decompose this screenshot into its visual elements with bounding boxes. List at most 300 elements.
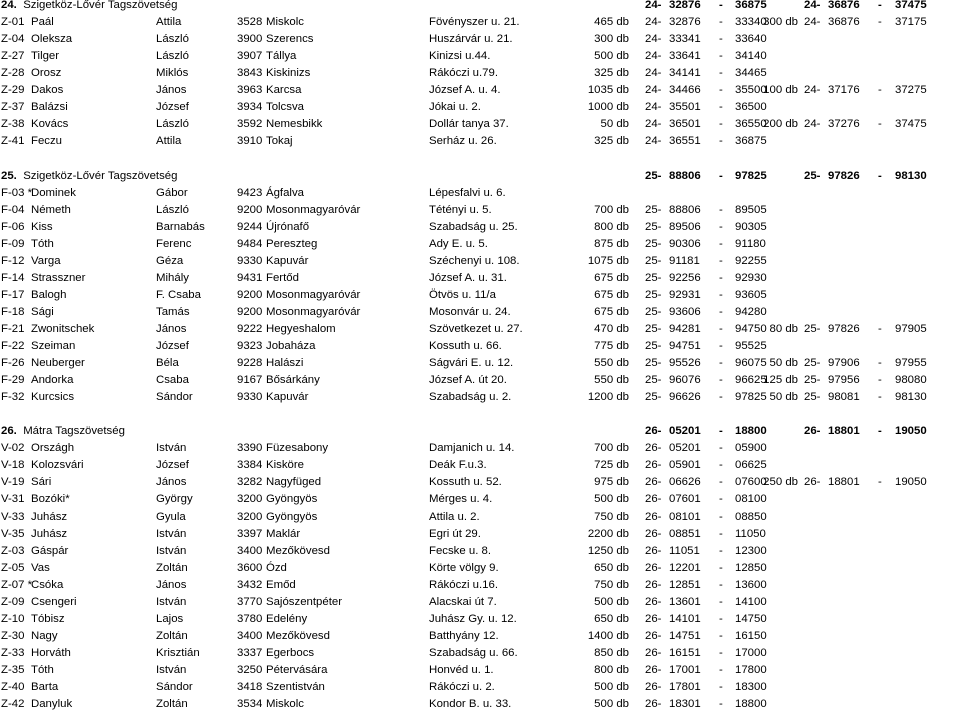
table-row [0,133,960,150]
first-name: László [156,33,189,46]
range1-dash: - [719,288,723,301]
quantity-2: 50 db [769,391,798,404]
range1-end: 18800 [735,698,767,711]
city: Füzesabony [266,442,329,455]
address: Szabadság u. 25. [429,220,518,233]
postal-code: 3900 [237,33,263,46]
quantity-1: 500 db [594,698,629,711]
range2-dash: - [878,0,882,11]
range2-prefix: 26- [804,425,821,438]
range2-end: 97905 [895,322,927,335]
last-name: Bozóki* [31,493,70,506]
range2-dash: - [878,476,882,489]
range1-start: 08851 [669,527,701,540]
quantity-2: 50 db [769,357,798,370]
range1-start: 96076 [669,374,701,387]
city: Kapuvár [266,391,309,404]
postal-code: 9200 [237,288,263,301]
table-row [0,219,960,236]
city: Egerbocs [266,646,315,659]
first-name: István [156,442,187,455]
last-name: Balázsi [31,101,68,114]
quantity-1: 700 db [594,203,629,216]
range1-dash: - [719,67,723,80]
city: Miskolc [266,16,304,29]
quantity-2: 300 db [763,16,798,29]
address: Rákóczi u. 2. [429,681,495,693]
postal-code: 3282 [237,476,263,489]
postal-code: 9330 [237,391,263,404]
range2-start: 36876 [828,0,860,11]
range2-end: 37275 [895,84,927,97]
range1-dash: - [719,33,723,46]
range1-start: 88806 [669,203,701,216]
first-name: Gábor [156,186,188,199]
table-row [0,491,960,508]
range1-start: 08101 [669,510,701,523]
range1-prefix: 25- [645,237,662,250]
postal-code: 3780 [237,612,263,625]
member-code: F-12 [1,254,25,267]
quantity-1: 725 db [594,459,629,472]
range1-end: 94280 [735,305,767,318]
range1-end: 13600 [735,578,767,591]
city: Fertőd [266,271,299,284]
quantity-1: 550 db [594,357,629,370]
range1-start: 14101 [669,612,701,625]
last-name: Barta [31,681,59,693]
member-code: Z-40 [1,681,25,693]
range1-dash: - [719,663,723,676]
quantity-1: 675 db [594,305,629,318]
address: Mosonvár u. 24. [429,305,511,318]
range1-dash: - [719,237,723,250]
last-name: Szeiman [31,340,76,352]
range1-prefix: 24- [645,67,662,80]
quantity-1: 500 db [594,681,629,693]
postal-code: 3337 [237,646,263,659]
quantity-1: 700 db [594,442,629,455]
range1-start: 05901 [669,459,701,472]
range2-start: 97956 [828,374,860,387]
member-code: V-35 [1,527,25,540]
quantity-1: 1200 db [587,391,629,404]
member-code: F-06 [1,220,25,233]
range1-dash: - [719,510,723,523]
range1-dash: - [719,135,723,148]
range1-prefix: 26- [645,629,662,642]
first-name: Attila [156,135,182,148]
address: Szabadság u. 2. [429,391,512,404]
range2-dash: - [878,391,882,404]
range1-start: 12201 [669,561,701,574]
address: Kinizsi u.44. [429,50,491,63]
last-name: Oleksza [31,33,73,46]
member-code: V-31 [1,493,25,506]
range1-prefix: 26- [645,698,662,711]
table-row [0,321,960,338]
last-name: Juhász [31,510,68,523]
range2-prefix: 25- [804,322,821,335]
first-name: Attila [156,16,182,29]
address: Ötvös u. 11/a [429,288,496,301]
first-name: Sándor [156,681,193,693]
address: Serház u. 26. [429,135,497,148]
section-name: Szigetköz-Lővér Tagszövetség [23,0,178,11]
range1-dash: - [719,612,723,625]
postal-code: 3770 [237,595,263,608]
last-name: Strasszner [31,271,86,284]
range1-start: 13601 [669,595,701,608]
postal-code: 3592 [237,118,263,131]
range1-dash: - [719,357,723,370]
range1-dash: - [719,442,723,455]
address: Szabadság u. 66. [429,646,518,659]
range1-start: 06626 [669,476,701,489]
range1-end: 08850 [735,510,767,523]
range1-start: 94281 [669,322,701,335]
range1-dash: - [719,84,723,97]
member-code: Z-35 [1,663,25,676]
member-code: F-18 [1,305,25,318]
section-title [1,168,177,185]
city: Gyöngyös [266,493,318,506]
first-name: Géza [156,254,184,267]
last-name: Országh [31,442,75,455]
quantity-1: 550 db [594,374,629,387]
last-name: Dominek [31,186,76,199]
first-name: Mihály [156,271,189,284]
member-code: Z-04 [1,33,25,46]
range1-end: 92255 [735,254,767,267]
last-name: Kolozsvári [31,459,84,472]
member-code: Z-07 * [1,578,33,591]
city: Ózd [266,561,287,574]
range1-end: 94750 [735,322,767,335]
last-name: Varga [31,254,61,267]
range1-end: 18300 [735,681,767,693]
range1-prefix: 26- [645,459,662,472]
table-row [0,594,960,611]
member-code: Z-33 [1,646,25,659]
range1-start: 18301 [669,698,701,711]
range1-dash: - [719,698,723,711]
table-row [0,526,960,543]
range1-start: 90306 [669,237,701,250]
range1-start: 92931 [669,288,701,301]
quantity-1: 500 db [594,493,629,506]
postal-code: 9228 [237,357,263,370]
member-code: Z-27 [1,50,25,63]
range1-dash: - [719,101,723,114]
range2-start: 97826 [828,169,860,182]
first-name: János [156,84,187,97]
table-row [0,287,960,304]
range1-prefix: 26- [645,681,662,693]
postal-code: 9200 [237,203,263,216]
city: Karcsa [266,84,302,97]
range1-prefix: 26- [645,493,662,506]
range1-end: 36550 [735,118,767,131]
range1-end: 91180 [735,237,766,250]
city: Bősárkány [266,374,320,387]
range1-dash: - [719,681,723,693]
range1-prefix: 25- [645,169,662,182]
range1-dash: - [719,425,723,438]
range1-start: 07601 [669,493,701,506]
range1-start: 35501 [669,101,701,114]
range2-dash: - [878,374,882,387]
first-name: József [156,459,189,472]
address: Dollár tanya 37. [429,118,509,131]
quantity-1: 1400 db [587,629,629,642]
city: Mosonmagyaróvár [266,288,361,301]
table-row [0,679,960,696]
address: Tétényi u. 5. [429,203,492,216]
postal-code: 3384 [237,459,263,472]
range2-dash: - [878,118,882,131]
last-name: Tóth [31,237,54,250]
quantity-1: 465 db [594,16,629,29]
table-row [0,338,960,355]
range2-start: 37276 [828,118,860,131]
table-row [0,236,960,253]
last-name: Paál [31,16,54,29]
range1-dash: - [719,527,723,540]
range1-prefix: 26- [645,476,662,489]
range1-end: 07600 [735,476,767,489]
address: Deák F.u.3. [429,459,487,472]
city: Szerencs [266,33,314,46]
postal-code: 9323 [237,340,263,352]
address: Rákóczi u.16. [429,578,499,591]
first-name: József [156,340,189,352]
member-code: Z-30 [1,629,25,642]
first-name: Zoltán [156,561,188,574]
city: Gyöngyös [266,510,318,523]
table-row [0,185,960,202]
city: Mezőkövesd [266,544,330,557]
section-number: 24. [1,0,17,11]
quantity-1: 750 db [594,510,629,523]
range1-prefix: 25- [645,340,662,352]
city: Emőd [266,578,296,591]
table-row [0,696,960,713]
table-row [0,48,960,65]
range2-start: 18801 [828,425,860,438]
range2-start: 97826 [828,322,860,335]
range1-prefix: 25- [645,357,662,370]
range1-start: 34141 [669,67,701,80]
city: Újrónafő [266,220,310,233]
range2-dash: - [878,425,882,438]
section-header [0,168,960,185]
table-row [0,509,960,526]
table-row [0,82,960,99]
postal-code: 9431 [237,271,263,284]
range1-end: 96075 [735,357,767,370]
range2-end: 37475 [895,118,927,131]
section-title [1,423,125,440]
member-code: V-19 [1,476,25,489]
quantity-2: 80 db [769,322,798,335]
range2-start: 98081 [828,391,860,404]
table-row [0,543,960,560]
first-name: József [156,101,189,114]
postal-code: 3397 [237,527,263,540]
range1-end: 34140 [735,50,767,63]
quantity-1: 2200 db [587,527,629,540]
member-code: Z-37 [1,101,25,114]
first-name: Krisztián [156,646,200,659]
first-name: György [156,493,193,506]
range1-start: 33341 [669,33,701,46]
address: Batthyány 12. [429,629,499,642]
city: Szentistván [266,681,325,693]
address: Damjanich u. 14. [429,442,515,455]
range1-end: 36875 [735,135,767,148]
range1-start: 95526 [669,357,701,370]
address: Körte völgy 9. [429,561,499,574]
range1-prefix: 25- [645,271,662,284]
last-name: Sári [31,476,52,489]
range2-prefix: 24- [804,84,821,97]
member-code: F-09 [1,237,25,250]
first-name: János [156,476,187,489]
range1-prefix: 25- [645,374,662,387]
postal-code: 3963 [237,84,263,97]
quantity-2: 200 db [763,118,798,131]
range1-end: 97825 [735,391,767,404]
first-name: János [156,578,187,591]
postal-code: 3528 [237,16,263,29]
range1-end: 90305 [735,220,767,233]
postal-code: 9222 [237,322,263,335]
range1-end: 33640 [735,33,767,46]
section-header [0,423,960,440]
range1-dash: - [719,322,723,335]
range1-dash: - [719,305,723,318]
member-code: F-14 [1,271,25,284]
city: Maklár [266,527,301,540]
table-row [0,577,960,594]
city: Tolcsva [266,101,304,114]
range2-dash: - [878,322,882,335]
range1-end: 18800 [735,425,767,438]
range1-prefix: 26- [645,578,662,591]
first-name: Gyula [156,510,186,523]
member-code: V-18 [1,459,25,472]
city: Hegyeshalom [266,322,336,335]
address: József A. u. 31. [429,271,507,284]
postal-code: 3910 [237,135,263,148]
range1-prefix: 24- [645,84,662,97]
city: Nemesbikk [266,118,323,131]
table-row [0,457,960,474]
range1-end: 12300 [735,544,767,557]
city: Tállya [266,50,297,63]
city: Jobaháza [266,340,316,352]
range1-start: 17001 [669,663,701,676]
address: Egri út 29. [429,527,481,540]
member-code: F-32 [1,391,25,404]
range2-start: 97906 [828,357,860,370]
range1-start: 17801 [669,681,701,693]
city: Ágfalva [266,186,304,199]
table-row [0,65,960,82]
first-name: Csaba [156,374,189,387]
first-name: Tamás [156,305,190,318]
range1-prefix: 24- [645,118,662,131]
range1-end: 17000 [735,646,767,659]
last-name: Tóth [31,663,54,676]
range2-end: 19050 [895,476,927,489]
last-name: Neuberger [31,357,85,370]
quantity-1: 1250 db [587,544,629,557]
range1-dash: - [719,544,723,557]
member-code: F-03 * [1,186,33,199]
range1-dash: - [719,561,723,574]
range1-prefix: 25- [645,220,662,233]
last-name: Gáspár [31,544,69,557]
range1-dash: - [719,374,723,387]
range1-start: 14751 [669,629,701,642]
quantity-1: 325 db [594,135,629,148]
postal-code: 9423 [237,186,263,199]
first-name: Zoltán [156,629,188,642]
range1-end: 33340 [735,16,767,29]
range2-end: 98130 [895,391,927,404]
city: Sajószentpéter [266,595,342,608]
address: Lépesfalvi u. 6. [429,186,506,199]
range2-end: 37175 [895,16,927,29]
table-row [0,628,960,645]
first-name: István [156,663,187,676]
range2-end: 98080 [895,374,927,387]
first-name: Sándor [156,391,193,404]
city: Mosonmagyaróvár [266,203,361,216]
first-name: Zoltán [156,698,188,711]
last-name: Németh [31,203,71,216]
member-code: Z-41 [1,135,25,148]
range1-start: 33641 [669,50,701,63]
last-name: Juhász [31,527,68,540]
address: Ságvári E. u. 12. [429,357,514,370]
address: Kondor B. u. 33. [429,698,512,711]
range1-start: 88806 [669,169,701,182]
member-code: Z-38 [1,118,25,131]
range2-end: 98130 [895,169,927,182]
first-name: Miklós [156,67,189,80]
postal-code: 9244 [237,220,263,233]
table-row [0,645,960,662]
range1-prefix: 25- [645,254,662,267]
address: József A. u. 4. [429,84,501,97]
quantity-1: 800 db [594,663,629,676]
address: Mérges u. 4. [429,493,493,506]
member-code: F-29 [1,374,25,387]
range1-prefix: 26- [645,544,662,557]
postal-code: 3907 [237,50,263,63]
range1-end: 97825 [735,169,767,182]
section-name: Mátra Tagszövetség [23,425,125,438]
range2-prefix: 25- [804,357,821,370]
range1-prefix: 26- [645,595,662,608]
table-row [0,560,960,577]
range1-prefix: 26- [645,425,662,438]
address: Alacskai út 7. [429,595,497,608]
range1-dash: - [719,254,723,267]
